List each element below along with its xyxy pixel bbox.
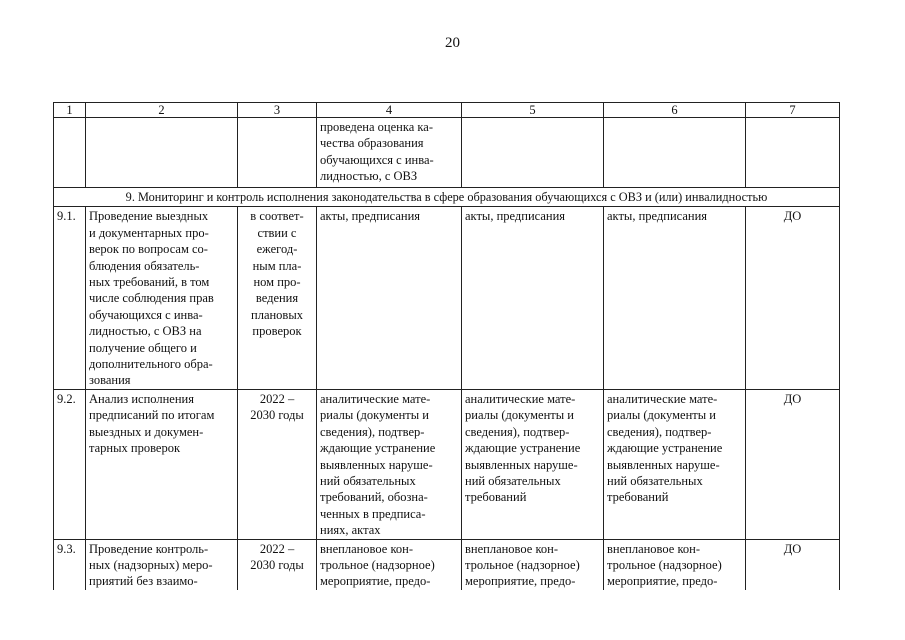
measure-text: Проведение выездных и документарных про- верок по вопросам со- блюдения обязатель- ных требований, в том числе соблюдения прав обучающихся с инва- лидностью, с ОВЗ на получение общего и дополнительного обра- зования: [86, 207, 238, 389]
column-header: 3: [238, 103, 317, 118]
result-text: аналитические мате- риалы (документы и сведения), подтвер- ждающие устранение выявленных наруше- ний обязательных требований, обозна- ченных в предписа- ниях, актах: [317, 389, 462, 539]
cell-result-continued: проведена оценка ка- чества образования обучающихся с инва- лидностью, с ОВЗ: [317, 118, 462, 188]
column-header: 7: [746, 103, 840, 118]
cell-empty: [604, 118, 746, 188]
column-header: 2: [86, 103, 238, 118]
row-number: 9.2.: [54, 389, 86, 539]
measure-text: Анализ исполнения предписаний по итогам выездных и докумен- тарных проверок: [86, 389, 238, 539]
term-text: в соответ- ствии с ежегод- ным пла- ном про- ведения плановых проверок: [238, 207, 317, 389]
result-text: акты, предписания: [604, 207, 746, 389]
column-header: 6: [604, 103, 746, 118]
plan-table: [53, 102, 840, 590]
result-text: акты, предписания: [462, 207, 604, 389]
column-header: 5: [462, 103, 604, 118]
cell-empty: [746, 118, 840, 188]
section-title: 9. Мониторинг и контроль исполнения законодательства в сфере образования обучающихся с ОВЗ и (или) инвалидностью: [54, 188, 840, 207]
continuation-row: [54, 118, 840, 188]
result-text: аналитические мате- риалы (документы и сведения), подтвер- ждающие устранение выявленных наруше- ний обязательных требований: [604, 389, 746, 539]
page-number: 20: [445, 35, 460, 51]
column-header: 4: [317, 103, 462, 118]
result-text: внеплановое кон- трольное (надзорное) мероприятие, предо-: [462, 539, 604, 590]
cell-empty: [462, 118, 604, 188]
section-heading-row: [54, 188, 840, 207]
table-row: [54, 539, 840, 590]
responsible-text: ДО: [746, 389, 840, 539]
table-row: [54, 389, 840, 539]
measure-text: Проведение контроль- ных (надзорных) меро- приятий без взаимо-: [86, 539, 238, 590]
cell-empty: [54, 118, 86, 188]
result-text: акты, предписания: [317, 207, 462, 389]
row-number: 9.1.: [54, 207, 86, 389]
term-text: 2022 – 2030 годы: [238, 539, 317, 590]
responsible-text: ДО: [746, 539, 840, 590]
term-text: 2022 – 2030 годы: [238, 389, 317, 539]
table-row: [54, 207, 840, 389]
responsible-text: ДО: [746, 207, 840, 389]
row-number: 9.3.: [54, 539, 86, 590]
result-text: внеплановое кон- трольное (надзорное) мероприятие, предо-: [317, 539, 462, 590]
cell-empty: [86, 118, 238, 188]
result-text: внеплановое кон- трольное (надзорное) мероприятие, предо-: [604, 539, 746, 590]
result-text: аналитические мате- риалы (документы и сведения), подтвер- ждающие устранение выявленных наруше- ний обязательных требований: [462, 389, 604, 539]
column-header: 1: [54, 103, 86, 118]
cell-empty: [238, 118, 317, 188]
column-number-row: [54, 103, 840, 118]
